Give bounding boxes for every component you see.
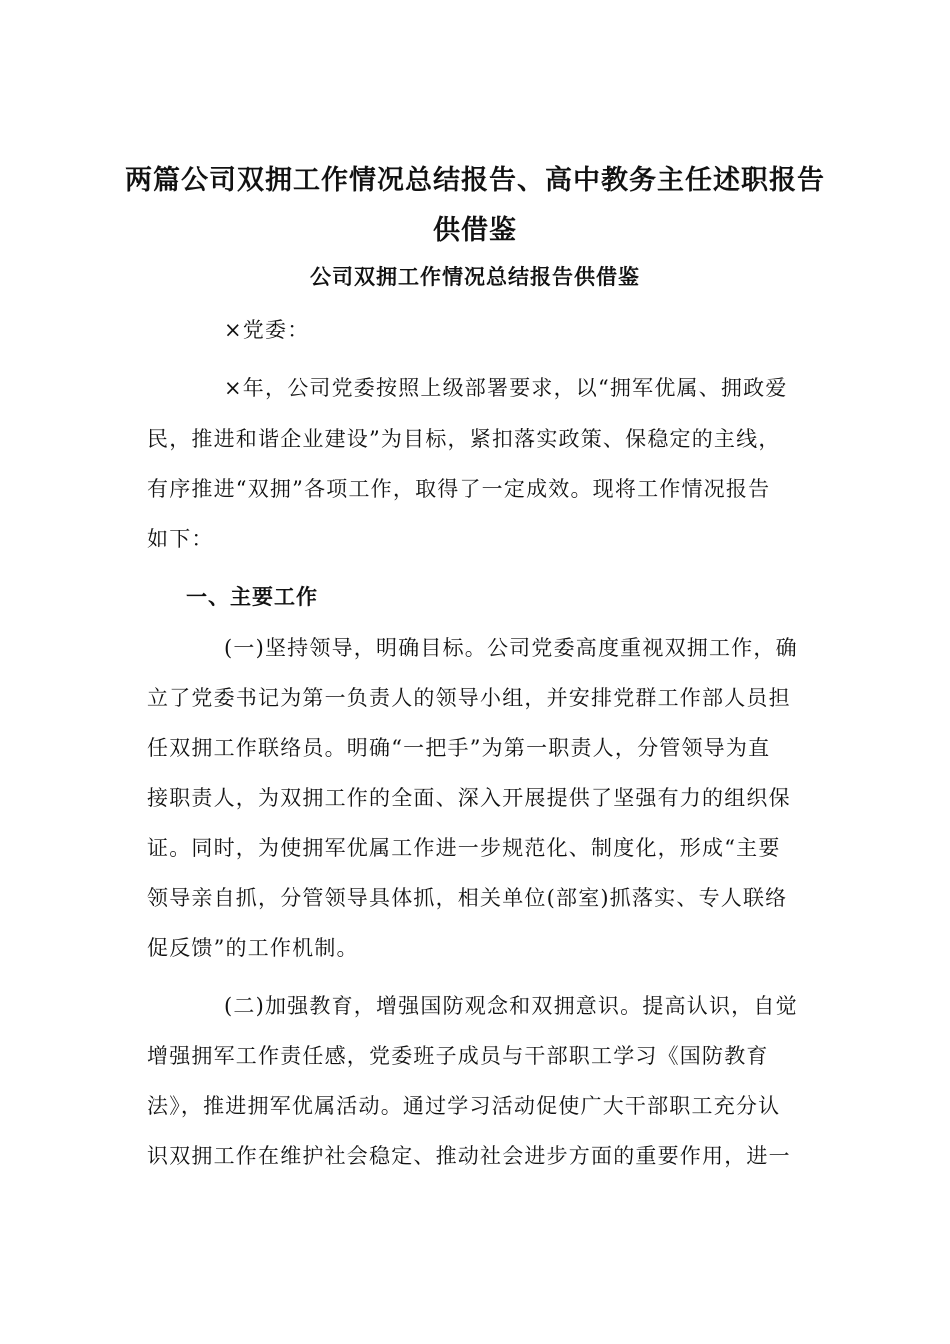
paragraph-line: 领导亲自抓，分管领导具体抓，相关单位(部室)抓落实、专人联络 bbox=[147, 886, 788, 910]
intro-line: 民，推进和谐企业建设”为目标，紧扣落实政策、保稳定的主线， bbox=[147, 427, 781, 451]
paragraph-line: 识双拥工作在维护社会稳定、推动社会进步方面的重要作用，进一 bbox=[147, 1144, 791, 1168]
document-subtitle: 公司双拥工作情况总结报告供借鉴 bbox=[310, 265, 640, 289]
paragraph-line: 接职责人，为双拥工作的全面、深入开展提供了坚强有力的组织保 bbox=[147, 786, 791, 810]
intro-line: 有序推进“双拥”各项工作，取得了一定成效。现将工作情况报告 bbox=[147, 477, 771, 501]
paragraph-line: (一)坚持领导，明确目标。公司党委高度重视双拥工作，确 bbox=[224, 636, 798, 660]
paragraph-line: 法》，推进拥军优属活动。通过学习活动促使广大干部职工充分认 bbox=[147, 1094, 781, 1118]
paragraph-line: 任双拥工作联络员。明确“一把手”为第一职责人，分管领导为直 bbox=[147, 736, 771, 760]
paragraph-line: 促反馈”的工作机制。 bbox=[147, 936, 359, 960]
document-title-line-2: 供借鉴 bbox=[433, 215, 517, 246]
salutation: ×党委： bbox=[224, 318, 310, 342]
intro-line: 如下： bbox=[147, 527, 214, 551]
paragraph-line: 增强拥军工作责任感，党委班子成员与干部职工学习《国防教育 bbox=[147, 1044, 769, 1068]
section-heading: 一、主要工作 bbox=[186, 585, 318, 609]
paragraph-line: (二)加强教育，增强国防观念和双拥意识。提高认识，自觉 bbox=[224, 994, 798, 1018]
document-title-line-1: 两篇公司双拥工作情况总结报告、高中教务主任述职报告 bbox=[125, 165, 825, 196]
intro-line: ×年，公司党委按照上级部署要求，以“拥军优属、拥政爱 bbox=[224, 376, 788, 400]
paragraph-line: 立了党委书记为第一负责人的领导小组，并安排党群工作部人员担 bbox=[147, 686, 791, 710]
paragraph-line: 证。同时，为使拥军优属工作进一步规范化、制度化，形成“主要 bbox=[147, 836, 781, 860]
